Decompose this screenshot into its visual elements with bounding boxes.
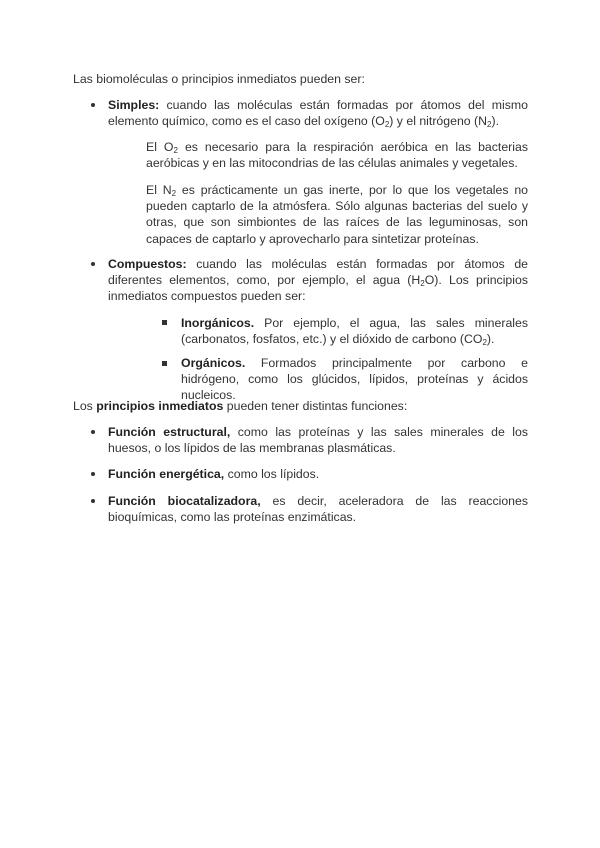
bullet-icon [91, 262, 95, 266]
organicos-item: Orgánicos. Formados principalmente por carbono e hidrógeno, como los glúcidos, lípidos, proteínas y ácidos nucleicos. [181, 356, 528, 403]
square-bullet-icon [162, 320, 167, 325]
simples-term: Simples: [108, 98, 160, 112]
inorganicos-item: Inorgánicos. Por ejemplo, el agua, las sales minerales (carbonatos, fosfatos, etc.) y el dióxido de carbono $(CO_2)$. [181, 316, 528, 348]
funcion-biocatalizadora-item: Función biocatalizadora, es decir, aceleradora de las reacciones bioquímicas, como las proteínas enzimáticas. [108, 494, 529, 525]
intro-paragraph: Las biomoléculas o principios inmediatos pueden ser: [73, 72, 365, 86]
square-bullet-icon [162, 361, 167, 366]
bullet-icon [91, 472, 95, 476]
funcion-energetica-item: Función energética, como los lípidos. [108, 467, 320, 481]
bullet-icon [91, 103, 95, 107]
compuestos-term: Compuestos: [108, 257, 187, 271]
bullet-icon [91, 499, 95, 503]
o2-paragraph: El $O_2$ es necesario para la respiración aeróbica en las bacterias aeróbicas y en las mitocondrias de las células animales y vegetales. [146, 140, 528, 171]
n2-paragraph: El $N_2$ es prácticamente un gas inerte, por lo que los vegetales no pueden captarlo de la atmósfera. Sólo algunas bacterias del suelo y otras, que son simbiontes de las raíces de las leguminosas, son capaces de captarlo y aprovecharlo para sintetizar proteínas. [146, 183, 529, 246]
funciones-intro: Los principios inmediatos pueden tener distintas funciones: [73, 399, 408, 413]
bullet-icon [91, 430, 95, 434]
funcion-estructural-item: Función estructural, como las proteínas y las sales minerales de los huesos, o los lípidos de las membranas plasmáticas. [108, 425, 529, 456]
simples-item: Simples: cuando las moléculas están formadas por átomos del mismo elemento químico, como es el caso del oxígeno $(O_2)$ y el nitrógeno $(N_2)$. [108, 98, 528, 130]
compuestos-item: Compuestos: cuando las moléculas están formadas por átomos de diferentes elementos, como, por ejemplo, el agua $(H_2O)$. Los principios inmediatos compuestos pueden ser: [108, 257, 528, 304]
